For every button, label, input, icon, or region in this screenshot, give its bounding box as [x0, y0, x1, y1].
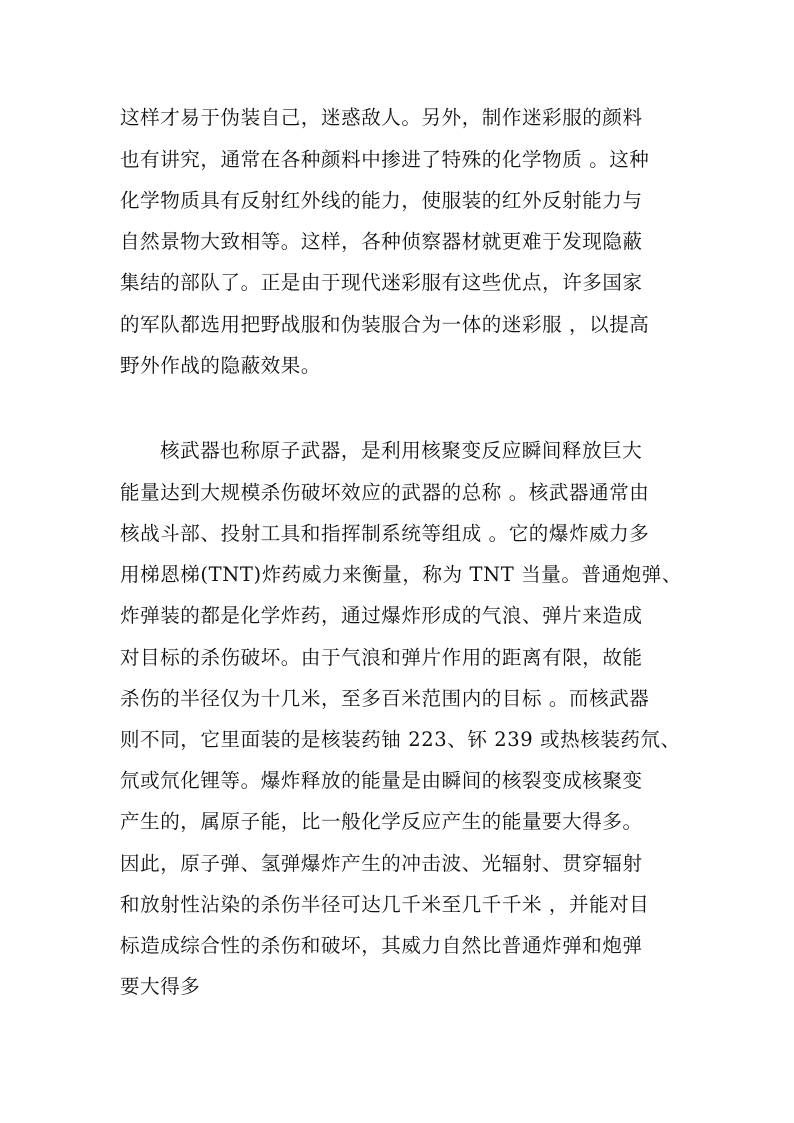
paragraph-1-line-6: 的军队都选用把野战服和伪装服合为一体的迷彩服 ，以提高 — [120, 313, 650, 336]
paragraph-1-line-7: 野外作战的隐蔽效果。 — [120, 354, 322, 377]
paragraph-2-line-8: 则不同，它里面装的是核装药铀 223、钚 239 或热核装药氘、 — [120, 728, 681, 751]
paragraph-2-line-3: 核战斗部、投射工具和指挥制系统等组成 。它的爆炸威力多 — [120, 522, 650, 545]
paragraph-2-line-14: 要大得多 — [120, 975, 201, 998]
paragraph-2-line-6: 对目标的杀伤破坏。由于气浪和弹片作用的距离有限，故能 — [120, 646, 643, 669]
paragraph-2-line-9: 氘或氘化锂等。爆炸释放的能量是由瞬间的核裂变成核聚变 — [120, 769, 643, 792]
paragraph-2-line-7: 杀伤的半径仅为十几米，至多百米范围内的目标 。而核武器 — [120, 687, 650, 710]
paragraph-2-line-5: 炸弹装的都是化学炸药，通过爆炸形成的气浪、弹片来造成 — [120, 604, 643, 627]
paragraph-2-line-4: 用梯恩梯(TNT)炸药威力来衡量，称为 TNT 当量。普通炮弹、 — [120, 563, 682, 586]
paragraph-2-line-13: 标造成综合性的杀伤和破坏，其威力自然比普通炸弹和炮弹 — [120, 934, 643, 957]
paragraph-2-line-1: 核武器也称原子武器，是利用核聚变反应瞬间释放巨大 — [160, 439, 643, 462]
paragraph-1-line-3: 化学物质具有反射红外线的能力，使服装的红外反射能力与 — [120, 189, 643, 212]
paragraph-1-line-5: 集结的部队了。正是由于现代迷彩服有这些优点，许多国家 — [120, 271, 643, 294]
paragraph-2-line-12: 和放射性沾染的杀伤半径可达几千米至几千千米 ，并能对目 — [120, 893, 650, 916]
paragraph-2-line-11: 因此，原子弹、氢弹爆炸产生的冲击波、光辐射、贯穿辐射 — [120, 852, 643, 875]
paragraph-1-line-4: 自然景物大致相等。这样，各种侦察器材就更难于发现隐蔽 — [120, 230, 643, 253]
paragraph-1-line-1: 这样才易于伪装自己，迷惑敌人。另外，制作迷彩服的颜料 — [120, 106, 643, 129]
paragraph-2-line-2: 能量达到大规模杀伤破坏效应的武器的总称 。核武器通常由 — [120, 481, 650, 504]
paragraph-1-line-2: 也有讲究，通常在各种颜料中掺进了特殊的化学物质 。这种 — [120, 148, 650, 171]
paragraph-2-line-10: 产生的，属原子能，比一般化学反应产生的能量要大得多。 — [120, 810, 643, 833]
